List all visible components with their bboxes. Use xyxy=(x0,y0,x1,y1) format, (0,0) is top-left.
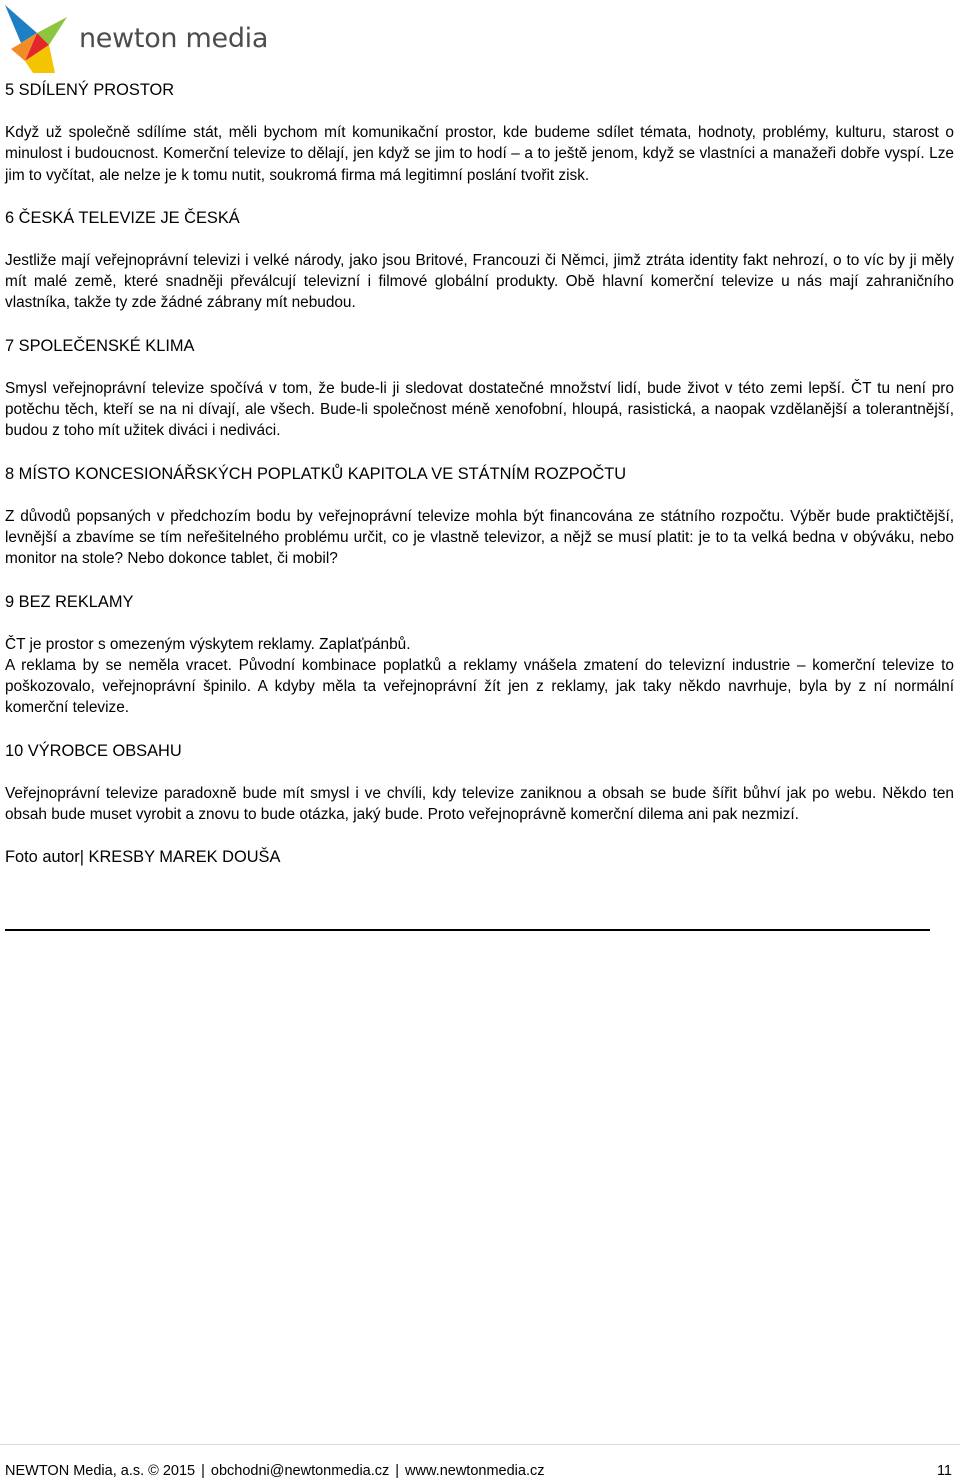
section-heading: 7 SPOLEČENSKÉ KLIMA xyxy=(5,336,195,355)
section-heading: 5 SDÍLENÝ PROSTOR xyxy=(5,81,175,99)
section-heading: 6 ČESKÁ TELEVIZE JE ČESKÁ xyxy=(5,208,240,227)
section-paragraph: Smysl veřejnoprávní televize spočívá v tom, že bude-li ji sledovat dostatečné množství lidí, bude život v této zemi lepší. ČT tu není pro potěchu těch, kteří se na ni dívají, ale všech. Bude-li společnost méně xenofobní, hloupá, rasistická, a naopak vzdělanější a tolerantnější, budou z toho mít užitek diváci i nediváci. xyxy=(5,379,954,440)
footer-separator: | xyxy=(395,1463,400,1479)
footer-email-link[interactable]: obchodni@newtonmedia.cz xyxy=(210,1463,390,1479)
photo-credit: Foto autor| KRESBY MAREK DOUŠA xyxy=(5,848,281,867)
footer-website-link[interactable]: www.newtonmedia.cz xyxy=(405,1463,545,1479)
section-paragraph: Z důvodů popsaných v předchozím bodu by veřejnoprávní televize mohla být financována ze státního rozpočtu. Výběr bude praktičtější, levnější a zbavíme se tím neřešitelného problému určit, co je vlastně televizor, a nějž se musí platit: je to ta velká bedna v obýváku, nebo monitor na stole? Nebo dokonce tablet, či mobil? xyxy=(5,507,954,568)
section-heading: 10 VÝROBCE OBSAHU xyxy=(5,741,182,760)
footer-separator: | xyxy=(201,1463,205,1479)
page-number: 11 xyxy=(936,1463,952,1479)
page-footer xyxy=(5,1462,544,1480)
section-paragraph xyxy=(5,634,954,719)
logo-wordmark: newton media xyxy=(79,23,269,54)
section-paragraph: Veřejnoprávní televize paradoxně bude mít smysl i ve chvíli, kdy televize zaniknou a obsah se bude šířit bůhví jak po webu. Někdo ten obsah bude muset vyrobit a znovu to bude otázka, jaký bude. Proto veřejnoprávně komerční dilema ani pak nezmizí. xyxy=(5,784,954,824)
section-paragraph: Jestliže mají veřejnoprávní televizi i velké národy, jako jsou Britové, Francouzi či Němci, jimž ztráta identity fakt nehrozí, o to víc by ji měly mít malé země, které snadněji převálcují televizní i filmové globální produkty. Obě hlavní komerční televize u nás mají zahraničního vlastníka, takže ty zde žádné zábrany mít nebudou. xyxy=(5,251,954,312)
newton-media-logo xyxy=(3,3,269,75)
section-heading: 9 BEZ REKLAMY xyxy=(5,592,134,611)
paragraph-line: ČT je prostor s omezeným výskytem reklamy. Zaplaťpánbů. xyxy=(5,635,411,653)
footer-company: NEWTON Media, a.s. © 2015 xyxy=(5,1463,196,1479)
article-end-divider xyxy=(5,929,930,931)
article-body xyxy=(5,79,954,868)
paragraph-line: A reklama by se neměla vracet. Původní kombinace poplatků a reklamy vnášela zmatení do televizní industrie – komerční televize to poškozovalo, veřejnoprávní špinilo. A kdyby měla ta veřejnoprávní žít jen z reklamy, jak taky někdo navrhuje, byla by z ní normální komerční televize. xyxy=(5,656,954,717)
section-heading: 8 MÍSTO KONCESIONÁŘSKÝCH POPLATKŮ KAPITOLA VE STÁTNÍM ROZPOČTU xyxy=(5,464,627,483)
logo-pinwheel-icon xyxy=(3,3,75,75)
footer-divider xyxy=(0,1444,960,1445)
section-paragraph: Když už společně sdílíme stát, měli bychom mít komunikační prostor, kde budeme sdílet témata, hodnoty, problémy, kulturu, starost o minulost i budoucnost. Komerční televize to dělají, jen když se jim to hodí – a to ještě jenom, když se vlastníci a manažeři dobře vyspí. Lze jim to vyčítat, ale nelze je k tomu nutit, soukromá firma má legitimní poslání tvořit zisk. xyxy=(5,124,954,184)
